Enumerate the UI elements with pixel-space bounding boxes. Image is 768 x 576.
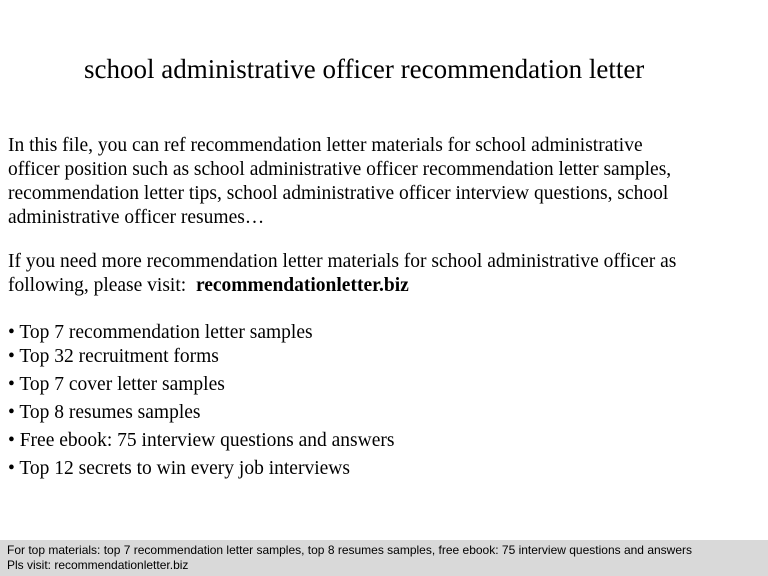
intro-line: recommendation letter tips, school administrative officer interview questions, school [8, 183, 669, 204]
page-title: school administrative officer recommendation letter [84, 54, 645, 84]
intro-line: In this file, you can ref recommendation letter materials for school administrative [8, 135, 643, 156]
visit-line-1: If you need more recommendation letter materials for school administrative officer as [8, 251, 677, 272]
visit-prefix: following, please visit: [8, 275, 196, 296]
list-item: • Top 32 recruitment forms [8, 346, 219, 367]
intro-line: officer position such as school administrative officer recommendation letter samples, [8, 159, 672, 180]
list-item: • Top 12 secrets to win every job interviews [8, 458, 350, 479]
list-item: • Top 8 resumes samples [8, 402, 201, 423]
visit-line-2 [8, 274, 760, 298]
intro-line: administrative officer resumes… [8, 207, 265, 228]
list-item: • Free ebook: 75 interview questions and answers [8, 430, 395, 451]
visit-link[interactable]: recommendationletter.biz [195, 275, 409, 296]
list-item: • Top 7 cover letter samples [8, 374, 225, 395]
footer-line-2: Pls visit: recommendationletter.biz [7, 558, 189, 572]
footer-line-1: For top materials: top 7 recommendation letter samples, top 8 resumes samples, free ebook: 75 interview questions and answers [7, 543, 693, 557]
intro-paragraph [8, 134, 760, 230]
list-item: • Top 7 recommendation letter samples [8, 322, 313, 343]
materials-list [8, 320, 760, 484]
visit-paragraph [8, 250, 760, 298]
footer-bar [0, 540, 768, 576]
